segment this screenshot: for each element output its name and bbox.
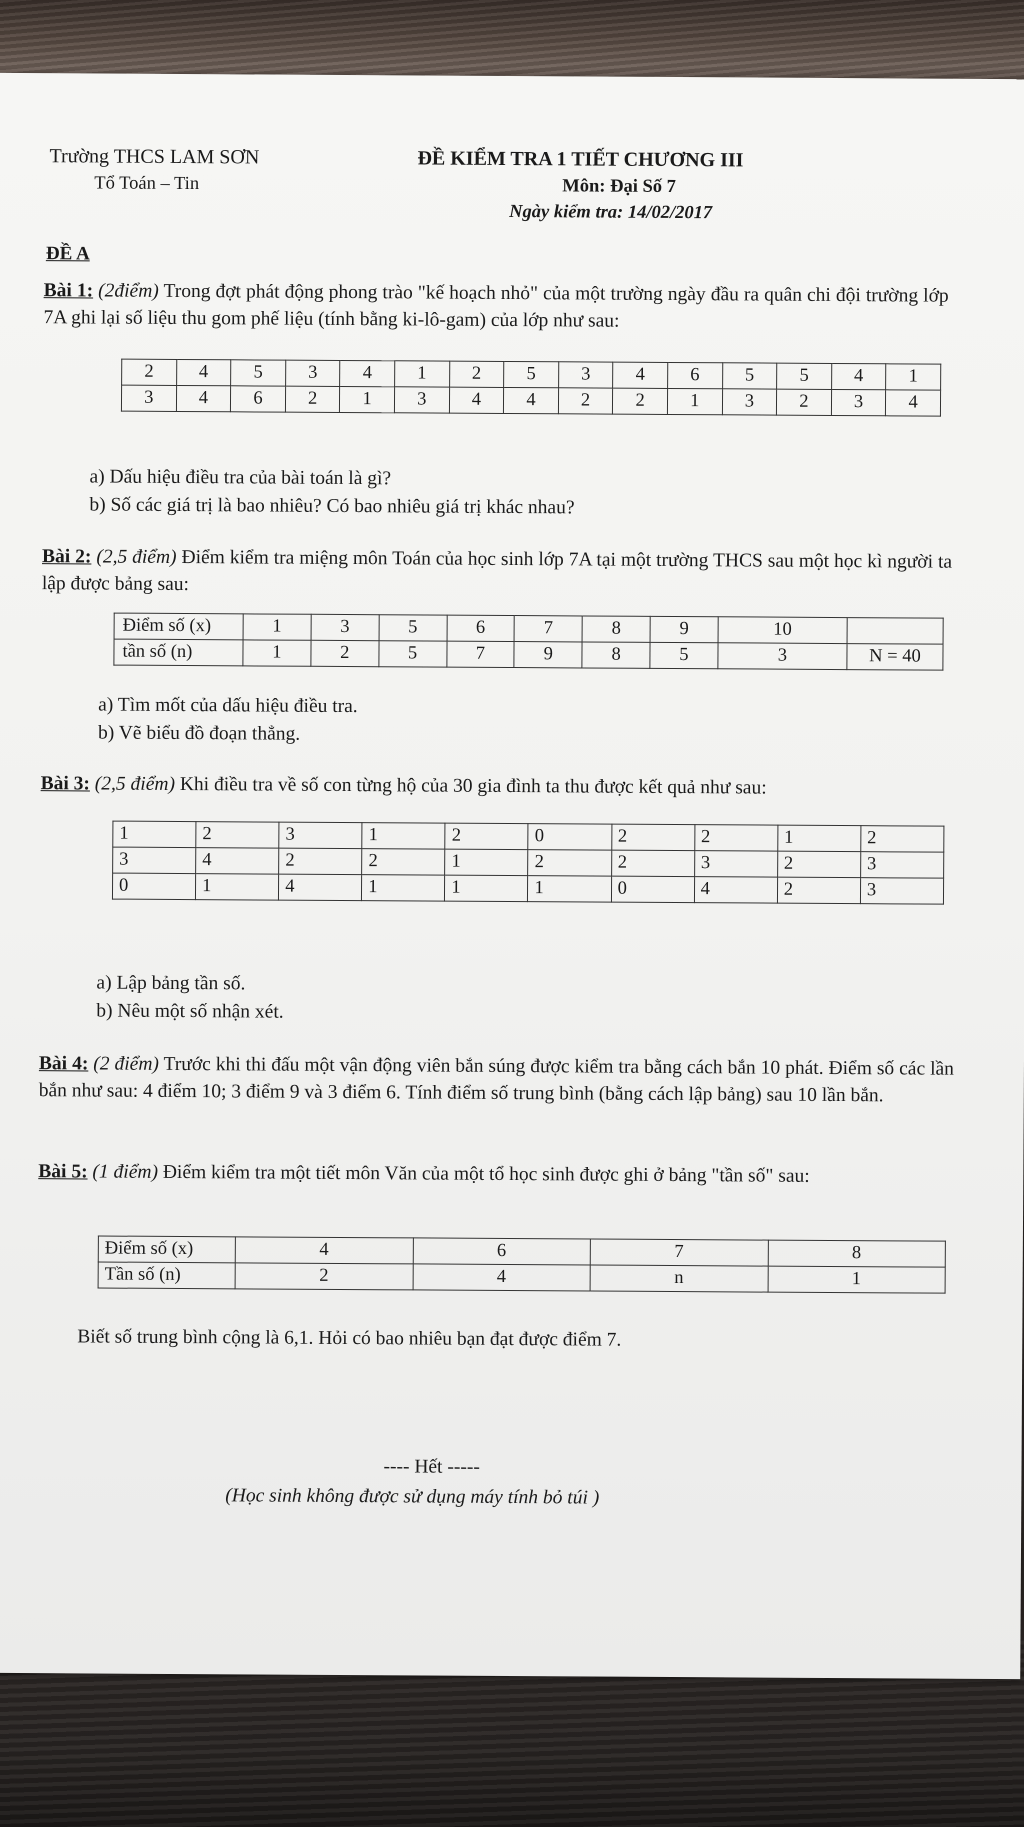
table-cell: 2: [196, 822, 279, 849]
bai3-paragraph: [41, 770, 951, 803]
table-cell: [847, 618, 943, 645]
table-cell: 0: [112, 873, 195, 900]
table-cell: 2: [449, 361, 504, 387]
table-cell: 4: [694, 877, 777, 904]
table-cell: 6: [413, 1238, 591, 1265]
table-cell: 4: [235, 1237, 413, 1264]
table-cell: 1: [395, 361, 450, 387]
bai2-frequency-table: [113, 613, 943, 671]
table-cell: 2: [861, 826, 944, 853]
bai1-question-a: a) Dấu hiệu điều tra của bài toán là gì?: [89, 466, 392, 490]
bai3-points: (2,5 điểm): [94, 773, 176, 795]
table-cell: 2: [558, 388, 613, 414]
table-header-cell: Điểm số (x): [114, 613, 243, 640]
table-row: [98, 1262, 945, 1293]
table-cell: 7: [590, 1239, 768, 1266]
table-cell: 10: [718, 617, 847, 644]
table-cell: 8: [768, 1240, 946, 1267]
bai3-question-b: b) Nêu một số nhận xét.: [96, 1000, 284, 1023]
table-cell: 1: [362, 823, 445, 850]
table-cell: 1: [445, 849, 528, 876]
bai5-text: Điểm kiểm tra một tiết môn Văn của một tổ học sinh được ghi ở bảng "tần số" sau:: [162, 1161, 810, 1187]
bai2-text: Điểm kiểm tra miệng môn Toán của học sinh lớp 7A tại một trường THCS sau một học kì người ta lập được bảng sau:: [41, 547, 953, 596]
exam-paper: [0, 73, 1024, 1679]
table-header-cell: tần số (n): [114, 639, 243, 666]
bai5-frequency-table: [98, 1236, 946, 1294]
table-cell: 4: [613, 362, 668, 388]
table-cell: 1: [667, 388, 722, 414]
table-cell: 3: [860, 852, 943, 879]
table-cell: 5: [379, 615, 447, 641]
bai4-points: (2 điểm): [93, 1053, 160, 1075]
table-cell: 2: [285, 386, 340, 412]
bai4-paragraph: [39, 1050, 954, 1110]
table-cell: 1: [196, 874, 279, 901]
table-cell: 6: [447, 615, 515, 641]
table-cell: 4: [413, 1264, 591, 1291]
table-cell: 6: [668, 362, 723, 388]
table-cell: 3: [722, 389, 777, 415]
bai2-question-b: b) Vẽ biểu đồ đoạn thẳng.: [97, 722, 301, 745]
table-cell: 5: [650, 642, 718, 668]
exam-title: ĐỀ KIỂM TRA 1 TIẾT CHƯƠNG III: [417, 147, 744, 172]
calculator-note: (Học sinh không được sử dụng máy tính bỏ túi ): [225, 1485, 600, 1509]
table-header-cell: Điểm số (x): [98, 1236, 235, 1263]
table-cell: 9: [650, 616, 718, 642]
table-cell: 1: [113, 821, 196, 848]
table-cell: N = 40: [847, 644, 943, 671]
table-cell: 0: [611, 876, 694, 903]
exam-subject: Môn: Đại Số 7: [562, 176, 676, 198]
table-cell: 5: [379, 641, 447, 667]
bai1-label: Bài 1:: [43, 280, 94, 302]
table-cell: 5: [504, 361, 559, 387]
bai1-question-b: b) Số các giá trị là bao nhiêu? Có bao nhiêu giá trị khác nhau?: [89, 494, 575, 519]
table-cell: 4: [340, 360, 395, 386]
table-cell: 2: [528, 850, 611, 877]
table-cell: 4: [279, 874, 362, 901]
table-cell: 2: [694, 825, 777, 852]
bai5-label: Bài 5:: [38, 1161, 88, 1183]
table-row: [121, 385, 940, 416]
table-cell: 5: [231, 360, 286, 386]
table-cell: 2: [613, 388, 668, 414]
table-cell: 5: [777, 363, 832, 389]
end-marker: ---- Hết -----: [383, 1456, 480, 1478]
table-cell: 6: [231, 386, 286, 412]
bai1-paragraph: [43, 277, 948, 337]
department-name: Tổ Toán – Tin: [94, 173, 200, 195]
bai4-text: Trước khi thi đấu một vận động viên bắn súng được kiểm tra bằng cách bắn 10 phát. Điểm số các lần bắn như sau: 4 điểm 10; 3 điểm 9 và 3 điểm 6. Tính điểm số trung bình (bằng cách lập bảng) sau 10 lần bắn.: [38, 1053, 955, 1107]
table-cell: 4: [176, 385, 231, 411]
table-cell: 1: [362, 875, 445, 902]
table-cell: 2: [777, 389, 832, 415]
bai3-text: Khi điều tra về số con từng hộ của 30 gia đình ta thu được kết quả như sau:: [179, 773, 767, 799]
bai2-question-a: a) Tìm mốt của dấu hiệu điều tra.: [98, 694, 358, 718]
table-cell: 3: [558, 362, 613, 388]
table-cell: 3: [311, 614, 379, 640]
table-cell: 1: [528, 876, 611, 903]
table-cell: 2: [777, 851, 860, 878]
table-cell: 1: [778, 825, 861, 852]
table-cell: 3: [113, 847, 196, 874]
table-cell: 3: [121, 385, 176, 411]
table-cell: 3: [694, 851, 777, 878]
bai3-data-table: [112, 821, 944, 905]
table-cell: 1: [886, 364, 941, 390]
table-cell: 1: [243, 640, 311, 666]
table-cell: 7: [514, 616, 582, 642]
table-cell: 4: [176, 359, 231, 385]
bai5-points: (1 điểm): [92, 1161, 159, 1183]
bai5-question: Biết số trung bình cộng là 6,1. Hỏi có bao nhiêu bạn đạt được điểm 7.: [77, 1326, 622, 1351]
table-cell: n: [590, 1265, 768, 1292]
table-cell: 8: [582, 616, 650, 642]
table-cell: 7: [446, 641, 514, 667]
table-cell: 3: [860, 878, 943, 905]
table-cell: 2: [279, 848, 362, 875]
bai5-paragraph: [38, 1158, 953, 1191]
table-cell: 3: [718, 643, 847, 670]
table-cell: 1: [340, 386, 395, 412]
table-cell: 3: [279, 822, 362, 849]
table-cell: 1: [445, 875, 528, 902]
table-cell: 2: [445, 823, 528, 850]
table-cell: 2: [611, 824, 694, 851]
table-cell: 8: [582, 642, 650, 668]
bai1-data-table: [121, 359, 941, 417]
exam-variant: ĐỀ A: [45, 243, 90, 265]
table-cell: 1: [243, 614, 311, 640]
table-cell: 2: [235, 1263, 413, 1290]
table-cell: 4: [449, 387, 504, 413]
table-cell: 0: [528, 824, 611, 851]
table-cell: 9: [514, 642, 582, 668]
bai2-label: Bài 2:: [41, 546, 92, 568]
school-name: Trường THCS LAM SƠN: [49, 145, 260, 169]
table-cell: 3: [285, 360, 340, 386]
exam-date: Ngày kiểm tra: 14/02/2017: [509, 201, 713, 224]
table-cell: 2: [611, 850, 694, 877]
table-cell: 2: [122, 359, 177, 385]
bai4-label: Bài 4:: [38, 1053, 89, 1075]
table-cell: 4: [831, 363, 886, 389]
table-cell: 4: [196, 848, 279, 875]
table-cell: 2: [777, 877, 860, 904]
table-cell: 3: [831, 389, 886, 415]
bai3-question-a: a) Lập bảng tần số.: [96, 972, 246, 995]
table-row: [114, 639, 943, 670]
table-header-cell: Tần số (n): [98, 1262, 235, 1289]
table-cell: 4: [504, 387, 559, 413]
table-cell: 3: [394, 387, 449, 413]
table-cell: 5: [722, 363, 777, 389]
table-row: [112, 873, 943, 904]
table-cell: 2: [311, 640, 379, 666]
bai1-points: (2điểm): [98, 280, 159, 302]
bai2-points: (2,5 điểm): [96, 546, 177, 568]
bai2-paragraph: [42, 543, 952, 603]
table-cell: 2: [362, 849, 445, 876]
table-cell: 1: [768, 1266, 946, 1293]
bai3-label: Bài 3:: [40, 773, 91, 795]
table-cell: 4: [886, 390, 941, 416]
bai1-text: Trong đợt phát động phong trào "kế hoạch nhỏ" của một trường ngày đầu ra quân chi đội trường lớp 7A ghi lại số liệu thu gom phế liệu (tính bằng ki-lô-gam) của lớp như sau:: [43, 280, 949, 332]
